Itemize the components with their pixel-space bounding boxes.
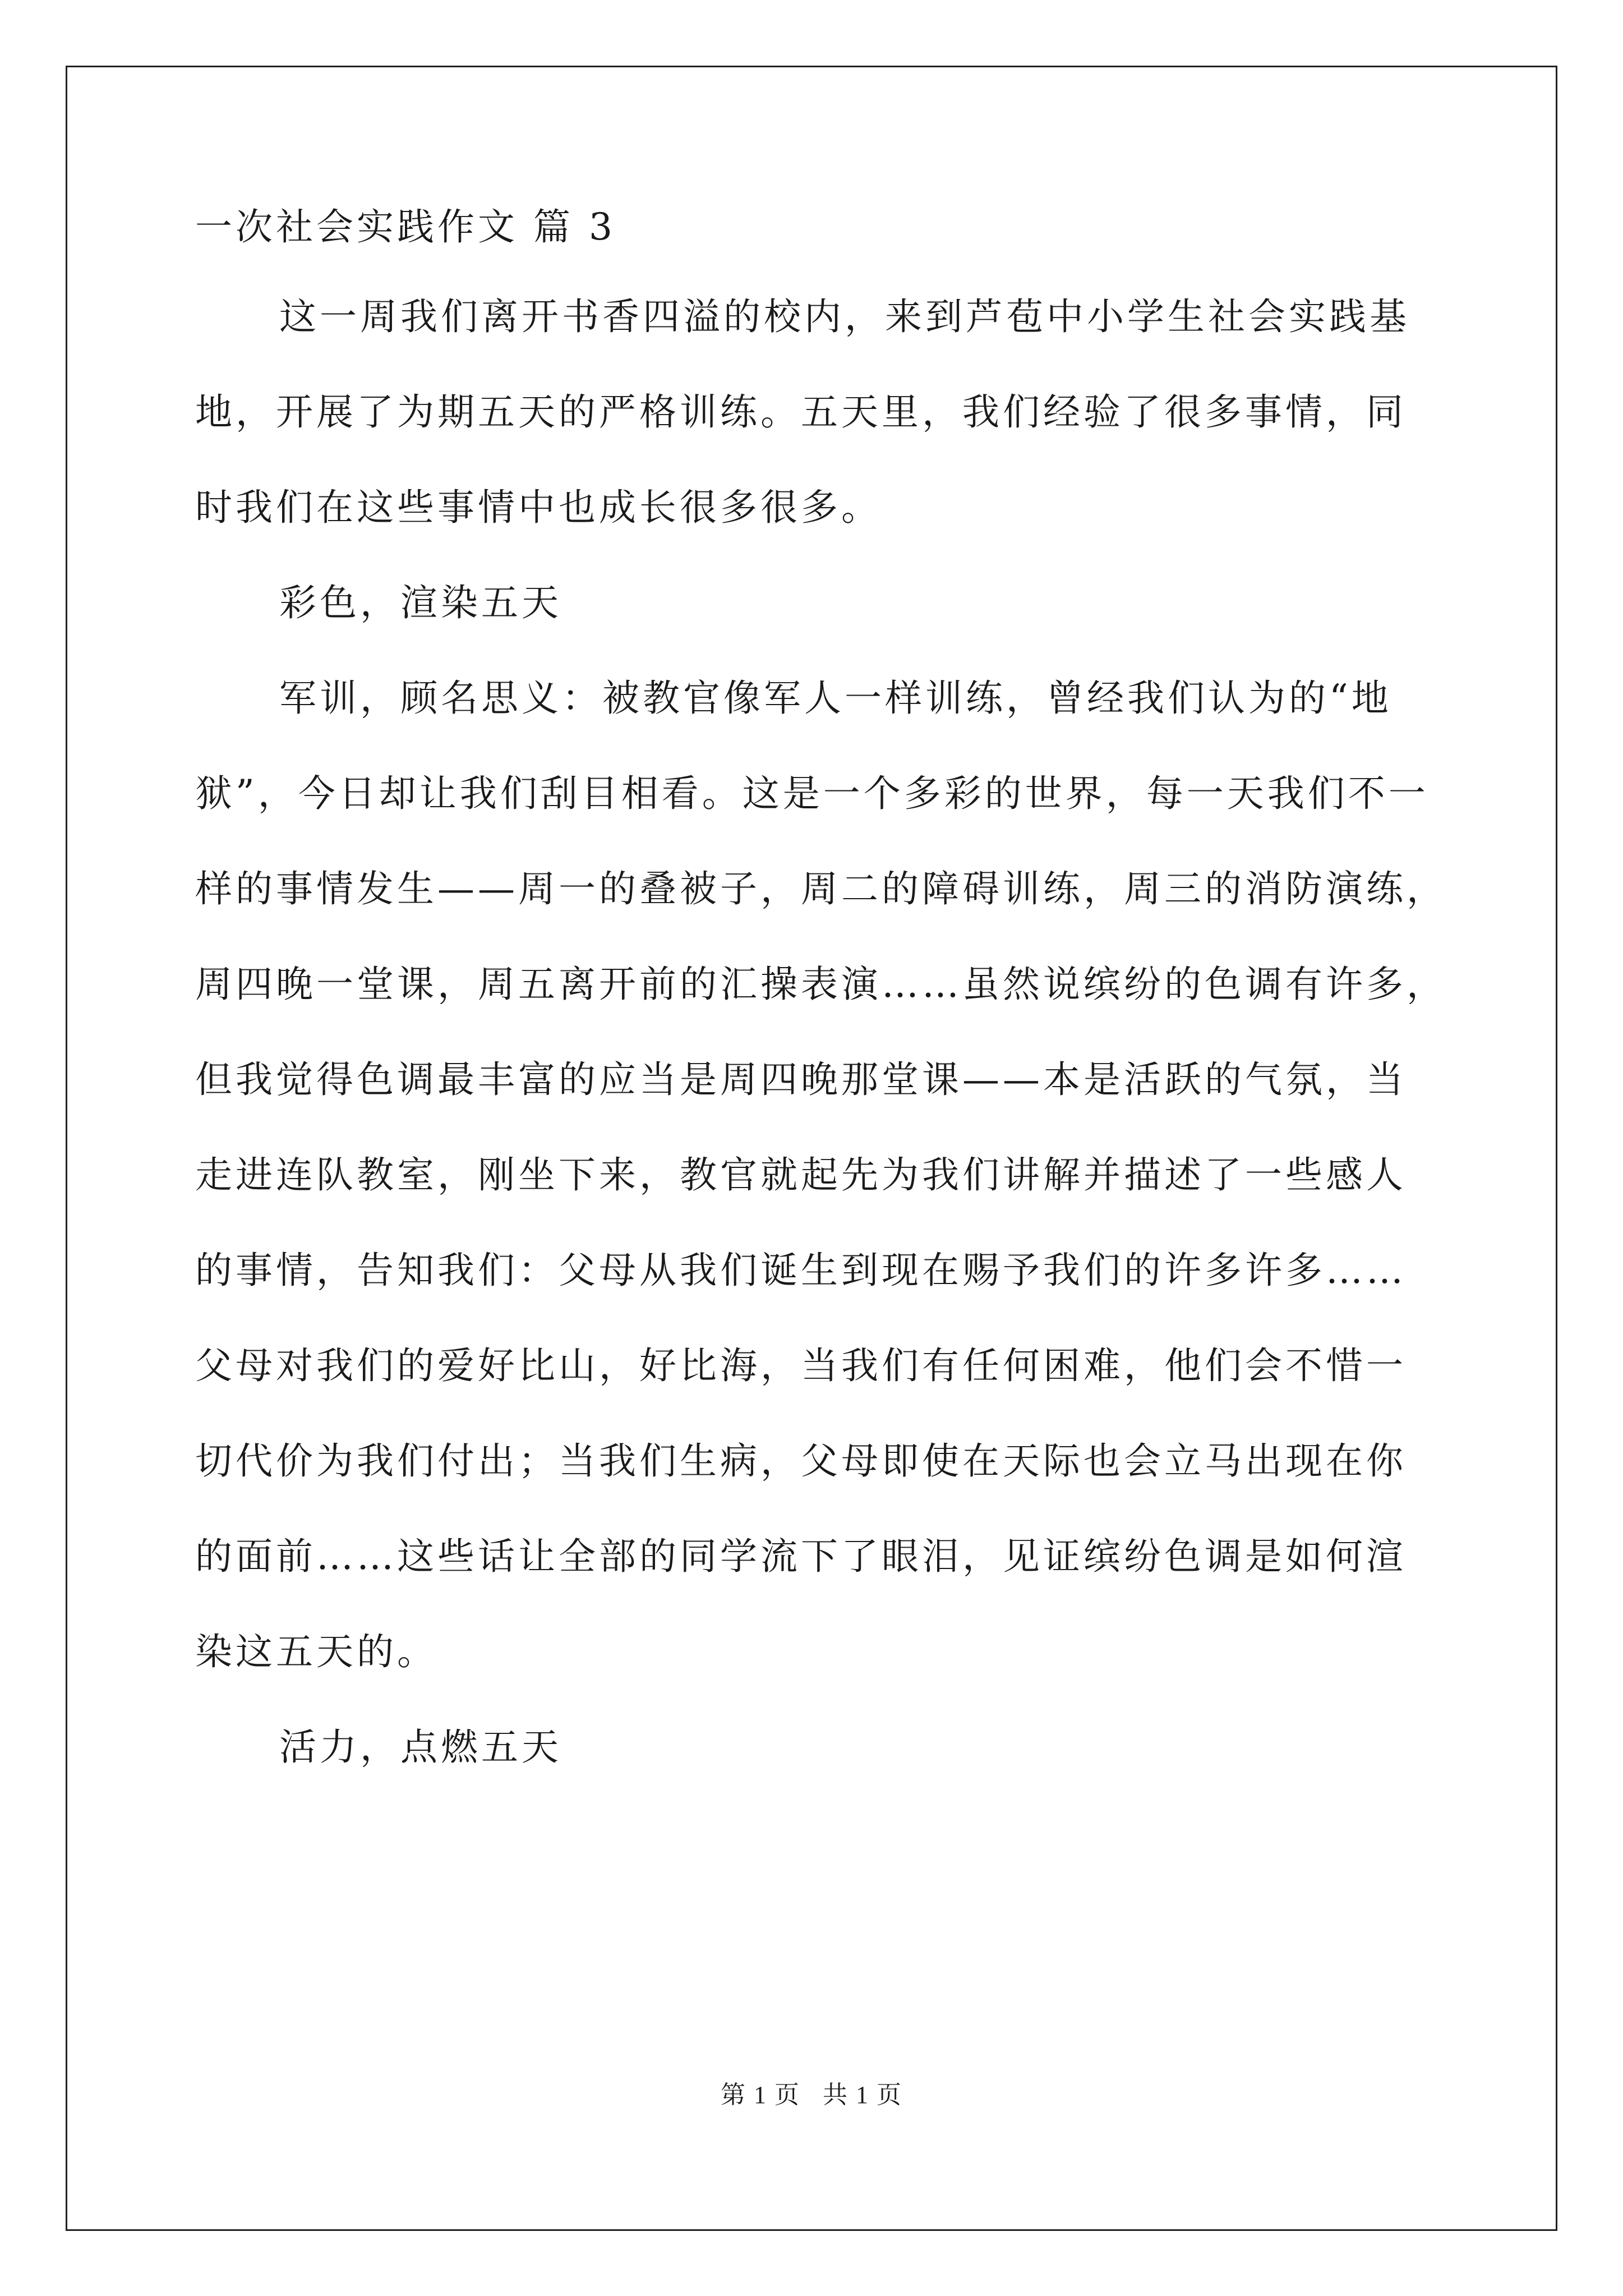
paragraph-line: 地，开展了为期五天的严格训练。五天里，我们经验了很多事情，同 — [195, 390, 1407, 434]
paragraph-line: 但我觉得色调最丰富的应当是周四晚那堂课——本是活跃的气氛，当 — [195, 1058, 1407, 1101]
paragraph-line: 样的事情发生——周一的叠被子，周二的障碍训练，周三的消防演练， — [195, 867, 1447, 910]
paragraph-line: 切代价为我们付出；当我们生病，父母即使在天际也会立马出现在你 — [195, 1439, 1407, 1483]
page-footer — [0, 2078, 1623, 2112]
paragraph-line: 时我们在这些事情中也成长很多很多。 — [195, 486, 882, 529]
section-heading: 活力，点燃五天 — [279, 1726, 562, 1769]
paragraph-line: 的面前……这些话让全部的同学流下了眼泪，见证缤纷色调是如何渲 — [195, 1535, 1407, 1578]
paragraph-line: 染这五天的。 — [195, 1630, 437, 1673]
paragraph-line: 周四晚一堂课，周五离开前的汇操表演……虽然说缤纷的色调有许多， — [195, 963, 1447, 1006]
paragraph-line: 这一周我们离开书香四溢的校内，来到芦苞中小学生社会实践基 — [279, 295, 1410, 338]
page-number: 第 1 页 — [721, 2081, 800, 2109]
section-heading: 彩色，渲染五天 — [279, 581, 562, 624]
paragraph-line: 的事情，告知我们：父母从我们诞生到现在赐予我们的许多许多…… — [195, 1249, 1407, 1292]
paragraph-line: 军训，顾名思义：被教官像军人一样训练，曾经我们认为的“地 — [279, 677, 1392, 720]
document-title: 一次社会实践作文 篇 3 — [195, 205, 616, 249]
paragraph-line: 父母对我们的爱好比山，好比海，当我们有任何困难，他们会不惜一 — [195, 1344, 1407, 1387]
paragraph-line: 走进连队教室，刚坐下来，教官就起先为我们讲解并描述了一些感人 — [195, 1153, 1407, 1197]
page-total: 共 1 页 — [823, 2081, 902, 2109]
paragraph-line: 狱”，今日却让我们刮目相看。这是一个多彩的世界，每一天我们不一 — [195, 772, 1429, 815]
